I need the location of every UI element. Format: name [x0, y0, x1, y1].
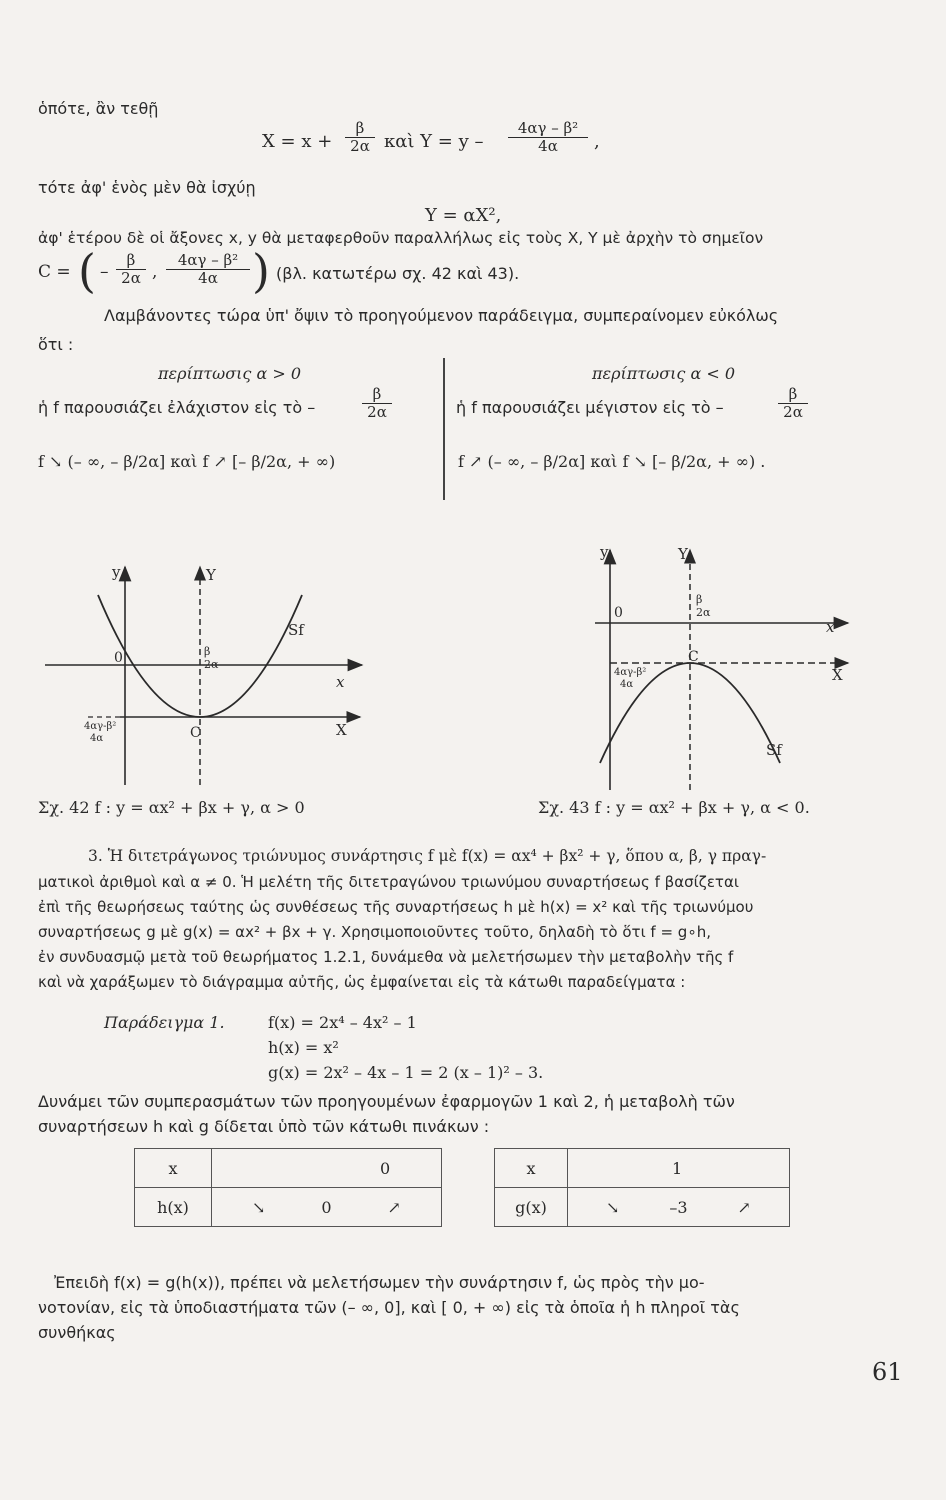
fig43-lbl-beta: β — [696, 593, 703, 606]
case-left-title: περίπτωσις α > 0 — [158, 364, 301, 383]
intro-line-5: ὅτι : — [38, 335, 74, 354]
eq1-frac2-num: 4αγ – β² — [508, 120, 588, 138]
c-paren-close: ) — [252, 244, 270, 298]
fig42-lbl-4a: 4α — [90, 733, 104, 744]
table-g-value: –3 — [658, 1188, 700, 1227]
fig42-caption: Σχ. 42 f : y = αx² + βx + γ, α > 0 — [38, 798, 305, 817]
eq1-left: X = x + — [262, 131, 333, 152]
case-right-frac-den: 2α — [783, 402, 803, 421]
table-g — [494, 1148, 790, 1227]
section3-line-4: συναρτήσεως g μὲ g(x) = αx² + βx + γ. Χρησιμοποιοῦντες τοῦτο, δηλαδὴ τὸ ὅτι f = g∘h, — [38, 923, 711, 941]
section3-line-5: ἐν συνδυασμῷ μετὰ τοῦ θεωρήματος 1.2.1, δυνάμεθα νὰ μελετήσωμεν τὴν μεταβολὴν τῆς f — [38, 948, 734, 966]
fig42-lbl-x: x — [336, 673, 345, 691]
fig42-lbl-C: C — [190, 725, 201, 741]
c-frac2-num: 4αγ – β² — [166, 252, 250, 270]
fig43-lbl-x: x — [826, 618, 835, 636]
figure-42 — [30, 555, 420, 795]
c-frac2 — [166, 252, 250, 286]
case-right-text: ἡ f παρουσιάζει μέγιστον εἰς τὸ – — [456, 398, 724, 417]
c-prefix: C = — [38, 262, 71, 282]
table-h-hx-label: h(x) — [135, 1188, 212, 1227]
example-label: Παράδειγμα 1. — [104, 1013, 225, 1032]
eq1-frac — [345, 120, 375, 154]
after-example-line-2: συναρτήσεων h καὶ g δίδεται ὑπὸ τῶν κάτωθι πινάκων : — [38, 1117, 490, 1136]
closing-line-1: Ἐπειδὴ f(x) = g(h(x)), πρέπει νὰ μελετήσωμεν τὴν συνάρτησιν f, ὡς πρὸς τὴν μο- — [54, 1273, 705, 1292]
eq1-frac2 — [508, 120, 588, 154]
table-h-arrow-down: ↘ — [212, 1188, 306, 1227]
section3-line-2: ματικοὶ ἀριθμοὶ καὶ α ≠ 0. Ἡ μελέτη τῆς διτετραγώνου τριωνύμου συναρτήσεως f βασίζεται — [38, 873, 739, 891]
eq2: Y = αX², — [425, 205, 502, 226]
case-left-interval: f ↘ (– ∞, – β/2α] καὶ f ↗ [– β/2α, + ∞) — [38, 452, 336, 471]
c-comma: , — [152, 262, 158, 282]
c-paren-open: ( — [78, 244, 96, 298]
case-left-frac-den: 2α — [367, 402, 387, 421]
table-g-x-label: x — [495, 1149, 568, 1188]
page-number: 61 — [872, 1358, 903, 1386]
intro-line-1: ὁπότε, ἂν τεθῇ — [38, 99, 159, 118]
table-h-value: 0 — [306, 1188, 348, 1227]
fig43-lbl-Sf: Sf — [766, 741, 782, 759]
fig43-lbl-O: 0 — [614, 605, 623, 621]
fig42-lbl-4ag: 4αγ-β² — [84, 721, 117, 732]
intro-line-2: τότε ἀφ' ἑνὸς μὲν θὰ ἰσχύῃ — [38, 178, 256, 197]
example-g: g(x) = 2x² – 4x – 1 = 2 (x – 1)² – 3. — [268, 1063, 544, 1082]
closing-line-3: συνθήκας — [38, 1323, 116, 1342]
fig43-lbl-4a: 4α — [620, 679, 634, 690]
fig42-lbl-X: X — [336, 721, 347, 739]
table-g-arrow-up: ↗ — [700, 1188, 790, 1227]
table-g-arrow-down: ↘ — [568, 1188, 658, 1227]
fig42-lbl-2a: 2α — [204, 658, 219, 671]
cases-divider — [443, 358, 445, 500]
closing-line-2: νοτονίαν, εἰς τὰ ὑποδιαστήματα τῶν (– ∞, 0], καὶ [ 0, + ∞) εἰς τὰ ὁποῖα ἡ h πληροῖ τὰς — [38, 1298, 740, 1317]
table-h-arrow-up: ↗ — [348, 1188, 442, 1227]
section3-line-6: καὶ νὰ χαράξωμεν τὸ διάγραμμα αὐτῆς, ὡς ἐμφαίνεται εἰς τὰ κάτωθι παραδείγματα : — [38, 973, 686, 991]
c-frac1 — [116, 252, 146, 286]
eq1-frac-num: β — [345, 120, 375, 138]
eq1-frac2-den: 4α — [538, 136, 558, 155]
case-right-frac-num: β — [778, 386, 808, 404]
fig42-lbl-beta: β — [204, 645, 211, 658]
c-suffix: (βλ. κατωτέρω σχ. 42 καὶ 43). — [276, 264, 520, 283]
case-right-title: περίπτωσις α < 0 — [592, 364, 735, 383]
fig43-lbl-C: C — [688, 649, 699, 665]
fig42-lbl-Sf: Sf — [288, 621, 304, 639]
intro-line-3: ἀφ' ἑτέρου δὲ οἱ ἄξονες x, y θὰ μεταφερθοῦν παραλλήλως εἰς τοὺς X, Y μὲ ἀρχὴν τὸ σημεῖον — [38, 229, 764, 247]
fig42-lbl-O: 0 — [114, 650, 123, 666]
eq1-mid: καὶ Y = y – — [384, 131, 484, 152]
after-example-line-1: Δυνάμει τῶν συμπερασμάτων τῶν προηγουμένων ἐφαρμογῶν 1 καὶ 2, ἡ μεταβολὴ τῶν — [38, 1092, 735, 1111]
table-g-gx-label: g(x) — [495, 1188, 568, 1227]
fig43-lbl-X: X — [832, 666, 843, 684]
case-left-frac — [362, 386, 392, 420]
eq1-end: , — [594, 131, 600, 152]
c-frac2-den: 4α — [198, 268, 218, 287]
fig43-lbl-Y: Y — [678, 545, 688, 563]
fig43-lbl-y: y — [600, 543, 609, 561]
figure-43 — [580, 535, 910, 800]
table-h — [134, 1148, 442, 1227]
example-h: h(x) = x² — [268, 1038, 339, 1057]
eq1-frac-den: 2α — [350, 136, 370, 155]
case-right-interval: f ↗ (– ∞, – β/2α] καὶ f ↘ [– β/2α, + ∞) . — [458, 452, 766, 471]
section3-line-1: 3. Ἡ διτετράγωνος τριώνυμος συνάρτησις f μὲ f(x) = αx⁴ + βx² + γ, ὅπου α, β, γ πραγ- — [88, 847, 767, 865]
fig42-lbl-y: y — [112, 563, 121, 581]
case-right-frac — [778, 386, 808, 420]
fig43-caption: Σχ. 43 f : y = αx² + βx + γ, α < 0. — [538, 798, 810, 817]
intro-line-4: Λαμβάνοντες τώρα ὑπ' ὄψιν τὸ προηγούμενον παράδειγμα, συμπεραίνομεν εὐκόλως — [104, 306, 779, 325]
case-left-text: ἡ f παρουσιάζει ἐλάχιστον εἰς τὸ – — [38, 398, 316, 417]
c-frac1-den: 2α — [121, 268, 141, 287]
section3-line-3: ἐπὶ τῆς θεωρήσεως ταύτης ὡς συνθέσεως τῆς συναρτήσεως h μὲ h(x) = x² καὶ τῆς τριωνύμου — [38, 898, 754, 916]
fig42-lbl-Y: Y — [206, 566, 216, 584]
example-f: f(x) = 2x⁴ – 4x² – 1 — [268, 1013, 417, 1032]
c-frac1-num: β — [116, 252, 146, 270]
fig43-lbl-2a: 2α — [696, 606, 711, 619]
case-left-frac-num: β — [362, 386, 392, 404]
table-h-x-value: 0 — [212, 1149, 442, 1188]
table-g-x-value: 1 — [568, 1149, 790, 1188]
c-minus: – — [100, 262, 109, 282]
table-h-x-label: x — [135, 1149, 212, 1188]
fig43-lbl-4ag: 4αγ-β² — [614, 667, 647, 678]
